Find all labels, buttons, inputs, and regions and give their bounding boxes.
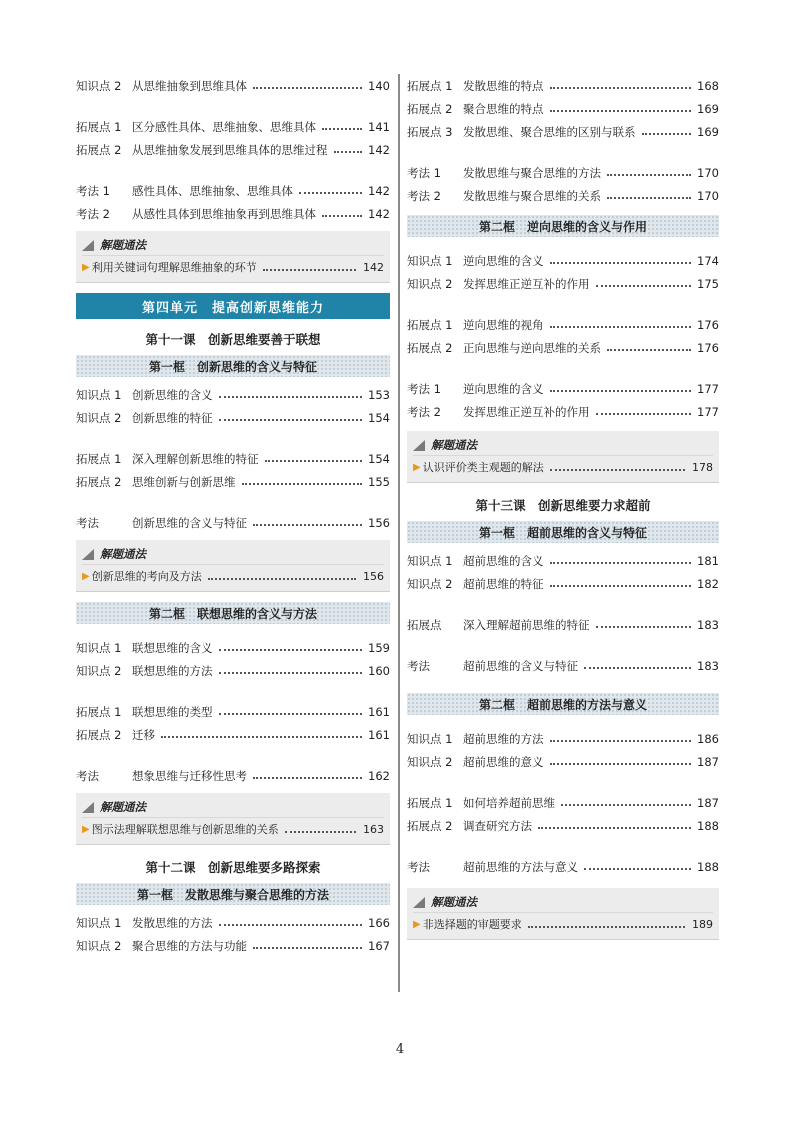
- page-ref: 170: [697, 188, 719, 203]
- page-ref: 183: [697, 658, 719, 673]
- toc-entry[interactable]: [76, 74, 390, 97]
- toc-entry[interactable]: [407, 249, 719, 272]
- toc-entry[interactable]: [76, 447, 390, 470]
- entry-label: 考法 1: [407, 381, 441, 396]
- dot-leader: [161, 735, 362, 738]
- page-ref: 161: [368, 704, 390, 719]
- entry-title: 联想思维的含义: [132, 640, 213, 655]
- toc-entry[interactable]: [76, 723, 390, 746]
- method-tip[interactable]: [413, 912, 713, 935]
- dot-leader: [550, 762, 692, 765]
- toc-right-column: [407, 74, 719, 950]
- page-ref: 176: [697, 317, 719, 332]
- page-ref: 183: [697, 617, 719, 632]
- page-ref: 170: [697, 165, 719, 180]
- toc-entry[interactable]: [76, 636, 390, 659]
- toc-left-column: [76, 74, 390, 957]
- toc-entry[interactable]: [407, 184, 719, 207]
- entry-title: 创新思维的特征: [132, 410, 213, 425]
- dot-leader: [253, 86, 362, 89]
- toc-entry[interactable]: [76, 115, 390, 138]
- entry-label: 知识点 1: [76, 640, 122, 655]
- toc-group: [407, 613, 719, 636]
- dot-leader: [607, 348, 691, 351]
- dot-leader: [596, 412, 692, 415]
- toc-group: [76, 179, 390, 225]
- dot-leader: [607, 196, 691, 199]
- dot-leader: [253, 523, 362, 526]
- dot-leader: [561, 803, 691, 806]
- toc-group: [76, 511, 390, 534]
- toc-entry[interactable]: [76, 511, 390, 534]
- entry-label: 知识点 1: [407, 253, 453, 268]
- page-ref: 167: [368, 938, 390, 953]
- toc-entry[interactable]: [407, 336, 719, 359]
- dot-leader: [322, 214, 362, 217]
- page-ref: 188: [697, 818, 719, 833]
- toc-entry[interactable]: [407, 97, 719, 120]
- method-tip-text: 创新思维的考向及方法: [91, 570, 202, 583]
- dot-leader: [550, 561, 692, 564]
- toc-group: [407, 727, 719, 773]
- entry-label: 知识点 2: [76, 410, 122, 425]
- toc-group: [407, 549, 719, 595]
- toc-entry[interactable]: [407, 549, 719, 572]
- page-ref: 163: [363, 822, 384, 836]
- method-box: [76, 793, 390, 845]
- play-arrow-icon: ▶: [82, 823, 90, 835]
- entry-title: 从思维抽象发展到思维具体的思维过程: [132, 142, 328, 157]
- page-ref: 177: [697, 381, 719, 396]
- frame-header[interactable]: 第二框 超前思维的方法与意义: [407, 693, 719, 715]
- entry-label: 拓展点: [407, 617, 442, 632]
- page-ref: 142: [363, 260, 384, 274]
- toc-entry[interactable]: [407, 120, 719, 143]
- page-ref: 154: [368, 410, 390, 425]
- entry-label: 知识点 1: [76, 915, 122, 930]
- entry-label: 拓展点 2: [76, 142, 122, 157]
- dot-leader: [322, 127, 362, 130]
- entry-label: 知识点 2: [76, 78, 122, 93]
- page-ref: 174: [697, 253, 719, 268]
- entry-label: 拓展点 3: [407, 124, 453, 139]
- page-ref: 177: [697, 404, 719, 419]
- dot-leader: [253, 776, 362, 779]
- column-divider: [398, 74, 400, 992]
- dot-leader: [596, 625, 692, 628]
- method-tip[interactable]: [82, 564, 384, 587]
- dot-leader: [550, 739, 692, 742]
- method-tip-text: 非选择题的审题要求: [422, 918, 522, 931]
- page-ref: 142: [368, 183, 390, 198]
- play-arrow-icon: ▶: [413, 461, 421, 473]
- toc-group: [76, 383, 390, 429]
- method-box: [407, 888, 719, 940]
- entry-label: 知识点 1: [407, 731, 453, 746]
- dot-leader: [219, 712, 363, 715]
- dot-leader: [550, 325, 692, 328]
- page-ref: 182: [697, 576, 719, 591]
- entry-label: 拓展点 2: [407, 340, 453, 355]
- entry-label: 知识点 2: [407, 276, 453, 291]
- dot-leader: [299, 191, 362, 194]
- page-ref: 181: [697, 553, 719, 568]
- page-ref: 161: [368, 727, 390, 742]
- toc-entry[interactable]: [407, 313, 719, 336]
- method-box: [76, 540, 390, 592]
- page-ref: 187: [697, 795, 719, 810]
- entry-title: 深入理解创新思维的特征: [132, 451, 259, 466]
- page-ref: 169: [697, 101, 719, 116]
- lesson-title[interactable]: 第十二课 创新思维要多路探索: [145, 860, 321, 875]
- page-ref: 142: [368, 206, 390, 221]
- toc-entry[interactable]: [407, 613, 719, 636]
- page-ref: 169: [697, 124, 719, 139]
- page-ref: 176: [697, 340, 719, 355]
- entry-title: 超前思维的特征: [463, 576, 544, 591]
- entry-label: 拓展点 1: [76, 451, 122, 466]
- entry-title: 发挥思维正逆互补的作用: [463, 404, 590, 419]
- toc-entry[interactable]: [407, 654, 719, 677]
- entry-title: 深入理解超前思维的特征: [463, 617, 590, 632]
- toc-entry[interactable]: [76, 138, 390, 161]
- page-ref: 162: [368, 768, 390, 783]
- page-ref: 155: [368, 474, 390, 489]
- toc-entry[interactable]: [407, 727, 719, 750]
- dot-leader: [219, 671, 363, 674]
- toc-group: [407, 654, 719, 677]
- entry-title: 如何培养超前思维: [463, 795, 555, 810]
- entry-label: 拓展点 1: [407, 78, 453, 93]
- page-ref: 175: [697, 276, 719, 291]
- page-ref: 166: [368, 915, 390, 930]
- toc-entry[interactable]: [76, 764, 390, 787]
- toc-entry[interactable]: [407, 400, 719, 423]
- entry-title: 超前思维的方法与意义: [463, 859, 578, 874]
- page-number: 4: [395, 1042, 405, 1057]
- toc-entry[interactable]: [76, 934, 390, 957]
- toc-group: [407, 161, 719, 207]
- dot-leader: [219, 648, 363, 651]
- dot-leader: [219, 418, 363, 421]
- page-ref: 142: [368, 142, 390, 157]
- entry-label: 考法 1: [407, 165, 441, 180]
- entry-title: 联想思维的类型: [132, 704, 213, 719]
- entry-title: 超前思维的方法: [463, 731, 544, 746]
- toc-group: [76, 74, 390, 97]
- method-tip[interactable]: [82, 817, 384, 840]
- toc-entry[interactable]: [76, 383, 390, 406]
- entry-label: 拓展点 1: [407, 795, 453, 810]
- frame-header[interactable]: 第一框 超前思维的含义与特征: [407, 521, 719, 543]
- toc-entry[interactable]: [407, 855, 719, 878]
- dot-leader: [596, 284, 692, 287]
- toc-group: [76, 911, 390, 957]
- toc-group: [76, 447, 390, 493]
- page-ref: 140: [368, 78, 390, 93]
- toc-entry[interactable]: [407, 272, 719, 295]
- play-arrow-icon: ▶: [82, 261, 90, 273]
- entry-label: 考法 2: [76, 206, 110, 221]
- corner-triangle-icon: [82, 240, 94, 251]
- dot-leader: [550, 86, 692, 89]
- method-title: 解题通法: [431, 895, 477, 909]
- entry-label: 知识点 2: [407, 754, 453, 769]
- dot-leader: [584, 867, 691, 870]
- entry-label: 考法 2: [407, 404, 441, 419]
- entry-label: 知识点 2: [76, 938, 122, 953]
- method-tip-text: 图示法理解联想思维与创新思维的关系: [91, 823, 279, 836]
- dot-leader: [253, 946, 362, 949]
- entry-label: 知识点 2: [407, 576, 453, 591]
- entry-label: 考法: [407, 658, 430, 673]
- page-ref: 178: [692, 460, 713, 474]
- method-box: [76, 231, 390, 283]
- lesson-title[interactable]: 第十三课 创新思维要力求超前: [475, 498, 651, 513]
- toc-group: [407, 313, 719, 359]
- toc-group: [407, 74, 719, 143]
- page-ref: 156: [368, 515, 390, 530]
- entry-title: 逆向思维的含义: [463, 381, 544, 396]
- entry-title: 正向思维与逆向思维的关系: [463, 340, 601, 355]
- entry-label: 考法 1: [76, 183, 110, 198]
- entry-title: 超前思维的含义与特征: [463, 658, 578, 673]
- entry-label: 考法 2: [407, 188, 441, 203]
- toc-entry[interactable]: [407, 750, 719, 773]
- entry-label: 拓展点 1: [76, 704, 122, 719]
- entry-label: 考法: [76, 515, 99, 530]
- page-ref: 186: [697, 731, 719, 746]
- corner-triangle-icon: [82, 549, 94, 560]
- entry-title: 迁移: [132, 727, 155, 742]
- dot-leader: [219, 923, 363, 926]
- entry-title: 想象思维与迁移性思考: [132, 768, 247, 783]
- entry-label: 拓展点 2: [76, 474, 122, 489]
- toc-group: [76, 764, 390, 787]
- unit-banner[interactable]: 第四单元 提高创新思维能力: [76, 293, 390, 319]
- entry-title: 发散思维、聚合思维的区别与联系: [463, 124, 636, 139]
- entry-title: 调查研究方法: [463, 818, 532, 833]
- play-arrow-icon: ▶: [413, 918, 421, 930]
- method-box: [407, 431, 719, 483]
- page-ref: 154: [368, 451, 390, 466]
- entry-title: 聚合思维的方法与功能: [132, 938, 247, 953]
- entry-title: 创新思维的含义: [132, 387, 213, 402]
- dot-leader: [550, 109, 692, 112]
- frame-header[interactable]: 第一框 发散思维与聚合思维的方法: [76, 883, 390, 905]
- toc-entry[interactable]: [407, 814, 719, 837]
- entry-title: 聚合思维的特点: [463, 101, 544, 116]
- dot-leader: [550, 261, 692, 264]
- entry-title: 区分感性具体、思维抽象、思维具体: [132, 119, 316, 134]
- entry-title: 发挥思维正逆互补的作用: [463, 276, 590, 291]
- entry-title: 从感性具体到思维抽象再到思维具体: [132, 206, 316, 221]
- dot-leader: [550, 389, 692, 392]
- entry-title: 发散思维与聚合思维的关系: [463, 188, 601, 203]
- toc-entry[interactable]: [76, 406, 390, 429]
- method-title: 解题通法: [100, 547, 146, 561]
- toc-group: [76, 700, 390, 746]
- page-ref: 153: [368, 387, 390, 402]
- frame-header[interactable]: 第二框 逆向思维的含义与作用: [407, 215, 719, 237]
- dot-leader: [584, 666, 691, 669]
- entry-label: 拓展点 1: [407, 317, 453, 332]
- entry-title: 发散思维的特点: [463, 78, 544, 93]
- page-ref: 156: [363, 569, 384, 583]
- dot-leader: [242, 482, 363, 485]
- entry-title: 逆向思维的视角: [463, 317, 544, 332]
- toc-entry[interactable]: [76, 202, 390, 225]
- entry-title: 从思维抽象到思维具体: [132, 78, 247, 93]
- dot-leader: [642, 132, 692, 135]
- entry-label: 拓展点 2: [407, 101, 453, 116]
- toc-group: [407, 249, 719, 295]
- entry-label: 考法: [76, 768, 99, 783]
- toc-entry[interactable]: [76, 470, 390, 493]
- entry-title: 发散思维的方法: [132, 915, 213, 930]
- method-title: 解题通法: [100, 238, 146, 252]
- entry-label: 知识点 1: [407, 553, 453, 568]
- entry-title: 创新思维的含义与特征: [132, 515, 247, 530]
- entry-label: 拓展点 1: [76, 119, 122, 134]
- method-tip[interactable]: [82, 255, 384, 278]
- method-title: 解题通法: [100, 800, 146, 814]
- entry-label: 拓展点 2: [407, 818, 453, 833]
- toc-entry[interactable]: [76, 659, 390, 682]
- entry-title: 逆向思维的含义: [463, 253, 544, 268]
- toc-entry[interactable]: [407, 161, 719, 184]
- page-ref: 159: [368, 640, 390, 655]
- toc-group: [76, 636, 390, 682]
- frame-header[interactable]: 第一框 创新思维的含义与特征: [76, 355, 390, 377]
- dot-leader: [265, 459, 363, 462]
- dot-leader: [550, 584, 692, 587]
- entry-title: 超前思维的含义: [463, 553, 544, 568]
- toc-entry[interactable]: [76, 179, 390, 202]
- method-tip[interactable]: [413, 455, 713, 478]
- entry-title: 思维创新与创新思维: [132, 474, 236, 489]
- lesson-title[interactable]: 第十一课 创新思维要善于联想: [145, 332, 321, 347]
- page-ref: 189: [692, 917, 713, 931]
- corner-triangle-icon: [413, 897, 425, 908]
- toc-entry[interactable]: [407, 791, 719, 814]
- play-arrow-icon: ▶: [82, 570, 90, 582]
- toc-group: [407, 791, 719, 837]
- entry-label: 拓展点 2: [76, 727, 122, 742]
- entry-title: 联想思维的方法: [132, 663, 213, 678]
- toc-entry[interactable]: [76, 700, 390, 723]
- entry-title: 超前思维的意义: [463, 754, 544, 769]
- corner-triangle-icon: [413, 440, 425, 451]
- entry-label: 知识点 1: [76, 387, 122, 402]
- toc-entry[interactable]: [407, 377, 719, 400]
- method-title: 解题通法: [431, 438, 477, 452]
- toc-entry[interactable]: [407, 74, 719, 97]
- dot-leader: [219, 395, 363, 398]
- dot-leader: [538, 826, 691, 829]
- toc-group: [407, 855, 719, 878]
- page-ref: 188: [697, 859, 719, 874]
- page-ref: 141: [368, 119, 390, 134]
- dot-leader: [607, 173, 691, 176]
- dot-leader: [334, 150, 363, 153]
- toc-entry[interactable]: [407, 572, 719, 595]
- entry-label: 考法: [407, 859, 430, 874]
- entry-title: 发散思维与聚合思维的方法: [463, 165, 601, 180]
- entry-title: 感性具体、思维抽象、思维具体: [132, 183, 293, 198]
- page-ref: 168: [697, 78, 719, 93]
- page-ref: 187: [697, 754, 719, 769]
- toc-group: [76, 115, 390, 161]
- entry-label: 知识点 2: [76, 663, 122, 678]
- method-tip-text: 认识评价类主观题的解法: [422, 461, 544, 474]
- corner-triangle-icon: [82, 802, 94, 813]
- method-tip-text: 利用关键词句理解思维抽象的环节: [91, 261, 257, 274]
- page-ref: 160: [368, 663, 390, 678]
- toc-group: [407, 377, 719, 423]
- toc-entry[interactable]: [76, 911, 390, 934]
- frame-header[interactable]: 第二框 联想思维的含义与方法: [76, 602, 390, 624]
